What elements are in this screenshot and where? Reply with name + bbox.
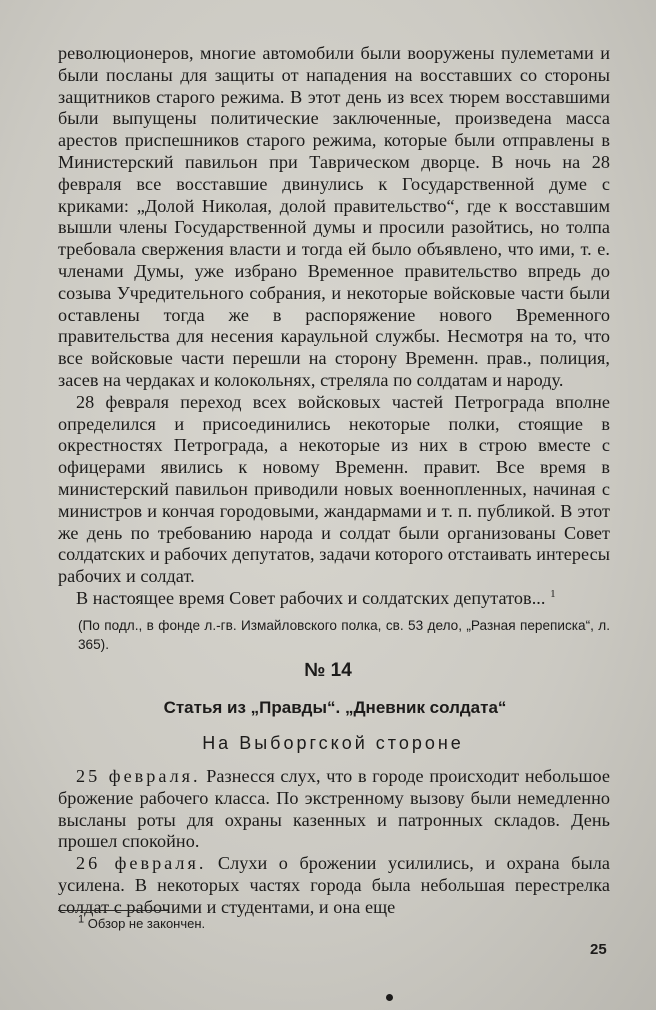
paragraph: революционеров, многие автомобили были вооружены пулеметами и были посланы для защиты от нападения на восставших со стороны защитников старого режима. В этот день из всех тюрем восставшими были выпущены политические заключенные, произведена масса арестов приспешников старого режима, которые были отправлены в Министерский павильон при Таврическом дворце. В ночь на 28 февраля все восставшие двинулись к Государственной думе с криками: „Долой Николая, долой правительство“, где к восставшим вышли члены Государственной думы и просили разойтись, но толпа требовала свержения власти и тогда ей было объявлено, что ими, т. е. членами Думы, уже избрано Временное правительство впредь до созыва Учредительного собрания, и некоторые войсковые части были оставлены тогда же в распоряжение нового Временного правительства для несения караульной службы. Несмотря на то, что все войсковые части перешли на сторону Временн. прав., полиция, засев на чердаках и колокольнях, стреляла по солдатам и народу. <box>58 43 610 390</box>
ink-dot <box>386 994 393 1001</box>
footnote-text: Обзор не закончен. <box>87 916 206 931</box>
entry-date: 25 февраля. <box>76 766 201 786</box>
entry-text: Разнесся слух, что в городе происходит небольшое брожение рабочего класса. По экстренному вызову были немедленно высланы роты для охраны казенных и патронных складов. День прошел спокойно. <box>58 766 610 852</box>
main-text-block <box>58 43 610 610</box>
source-note: (По подл., в фонде л.-гв. Измайловского полка, св. 53 дело, „Разная переписка“, л. 365). <box>78 618 610 652</box>
entry-date: 26 февраля. <box>76 853 207 874</box>
paragraph <box>58 588 610 610</box>
footnote-mark: 1 <box>78 913 85 926</box>
footnote-divider <box>58 910 168 911</box>
diary-text-block <box>58 766 610 919</box>
entry-text: Слухи о брожении усилились, и охрана была усилена. В некоторых частях города была небольшая перестрелка солдат с рабочими и студентами, и она еще <box>58 853 610 917</box>
diary-entry <box>58 766 610 853</box>
document-title: Статья из „Правды“. „Дневник солдата“ <box>163 698 507 717</box>
footnote <box>78 913 206 931</box>
diary-entry <box>58 853 610 918</box>
paragraph-text: В настоящее время Совет рабочих и солдатских депутатов... <box>76 587 546 608</box>
paragraph: 28 февраля переход всех войсковых частей Петрограда вполне определился и присоединились некоторые полки, стоящие в окрестностях Петрограда, а некоторые из них в строю вместе с офицерами явились к новому Временн. правит. Все время в министерский павильон приводили новых военнопленных, начиная с министров и кончая городовыми, жандармами и т. п. публикой. В этот же день по требованию народа и солдат были организованы Совет солдатских и рабочих депутатов, задачи которого отстаивать интересы рабочих и солдат. <box>58 391 610 587</box>
document-number: № 14 <box>304 660 352 681</box>
footnote-reference: 1 <box>550 587 556 600</box>
document-subtitle: На Выборгской стороне <box>202 733 464 753</box>
page-number: 25 <box>590 941 607 958</box>
